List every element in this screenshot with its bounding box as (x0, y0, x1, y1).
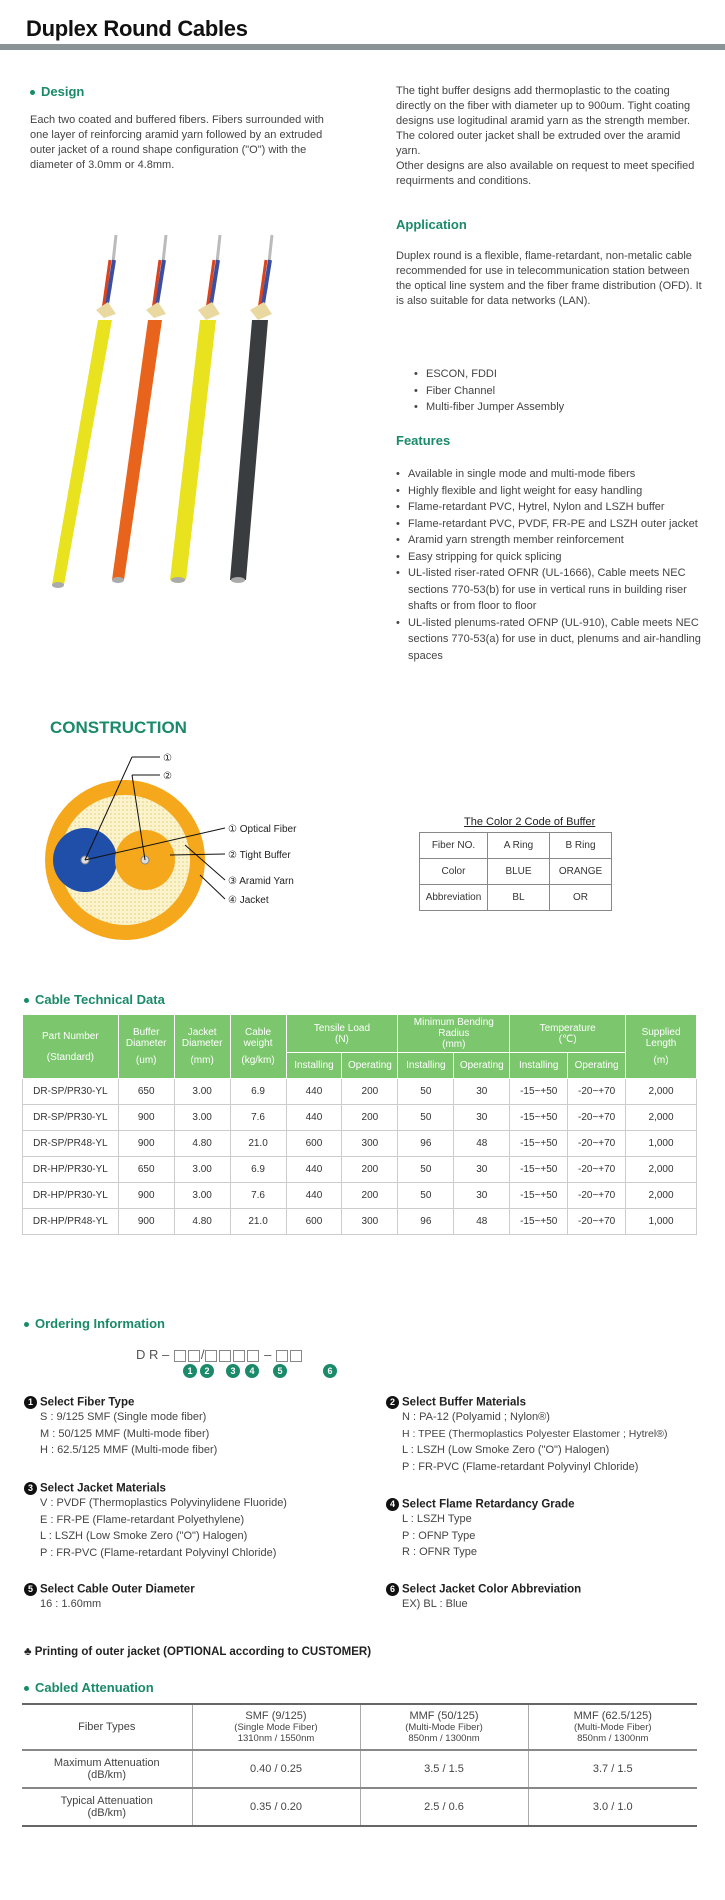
order-flame: 4 Select Flame Retardancy Grade L : LSZH Type P : OFNP Type R : OFNR Type (386, 1498, 716, 1561)
tight-buffer-text: The tight buffer designs add thermoplastic to the coating directly on the fiber with diameter up to 900um. Tight coating designs use logitudinal aramid yarn as the strength member. The colored outer jacket shall be extruded over the aramid yarn. Other designs are also available on request to meet specified requirments and conditions. (396, 85, 695, 187)
list-item: • Aramid yarn strength member reinforcement (396, 532, 701, 549)
table-cell: 50 (398, 1105, 454, 1131)
table-cell: 440 (286, 1157, 342, 1183)
table-cell: 3.00 (174, 1183, 230, 1209)
table-cell: 600 (286, 1131, 342, 1157)
table-cell: -15~+50 (510, 1105, 568, 1131)
list-item: • Flame-retardant PVC, PVDF, FR-PE and LSZH outer jacket (396, 516, 701, 533)
table-cell: 200 (342, 1079, 398, 1105)
table-row (23, 1183, 697, 1209)
black-cable (230, 235, 272, 583)
table-cell: 440 (286, 1079, 342, 1105)
application-text: Duplex round is a flexible, flame-retardant, non-metalic cable recommended for use in telecommunication station between the optical line system and the fiber frame distribution (OFD). It is also suitable for data networks (LAN). (396, 250, 702, 307)
table-cell: 96 (398, 1209, 454, 1235)
header-temperature: Temperature (℃) (510, 1015, 626, 1053)
table-cell: 7.6 (230, 1105, 286, 1131)
header-weight: Cable weight (kg/km) (230, 1015, 286, 1079)
design-text: Each two coated and buffered fibers. Fibers surrounded with one layer of reinforcing aramid yarn followed by an extruded outer jacket of a round shape configuration ("O") with the diameter of 3.0mm or 4.8mm. (30, 114, 324, 171)
table-cell: 4.80 (174, 1209, 230, 1235)
table-row: Fiber NO. A Ring B Ring (420, 833, 612, 859)
table-cell: 1,000 (626, 1209, 697, 1235)
table-cell: DR-SP/PR30-YL (23, 1079, 119, 1105)
table-cell: -20~+70 (568, 1079, 626, 1105)
construction-diagram (30, 745, 360, 945)
table-row: Maximum Attenuation (dB/km) 0.40 / 0.25 3.5 / 1.5 3.7 / 1.5 (22, 1750, 697, 1788)
table-cell: -15~+50 (510, 1079, 568, 1105)
color-code-table (419, 832, 612, 911)
table-cell: 900 (118, 1105, 174, 1131)
table-cell: 30 (454, 1157, 510, 1183)
color-code-title: The Color 2 Code of Buffer (464, 816, 596, 828)
yellow-cable-1 (52, 235, 116, 588)
table-cell: 2,000 (626, 1157, 697, 1183)
table-cell: 200 (342, 1183, 398, 1209)
list-item: • Highly flexible and light weight for easy handling (396, 483, 701, 500)
cable-illustration (50, 230, 290, 600)
list-item: • Fiber Channel (414, 383, 694, 400)
table-cell: 440 (286, 1105, 342, 1131)
list-item: • UL-listed plenums-rated OFNP (UL-910), Cable meets NEC sections 770-53(a) for use in duct, plenums and air-handling spaces (396, 615, 701, 665)
table-cell: -20~+70 (568, 1183, 626, 1209)
table-cell: 6.9 (230, 1157, 286, 1183)
label-2-top: ② (163, 771, 172, 782)
table-row: Color BLUE ORANGE (420, 859, 612, 885)
table-cell: 48 (454, 1131, 510, 1157)
application-list (414, 366, 694, 416)
tech-data-table: Part Number (Standard) Buffer Diameter (um) Jacket Diameter (mm) Cable weight (kg/km) Tensile Load (N) Minimum Bending Radius (mm) Temperature (℃) Supplied Length (m) Installing Operating Installing Operating Installing Operating DR-SP/PR30-YL 650 3.00 6.9 440 200 50 30 -15~+50 -20~+70 2,000 DR-SP/PR30-YL 900 3.00 7.6 440 200 50 30 -15~+50 -20~+70 2,000 DR-SP/PR48-YL 900 4.80 21.0 600 300 96 48 -15~+50 -20~+70 1,000 DR-HP/PR30-YL 650 3.00 6.9 440 200 50 30 -15~+50 -20~+70 2,000 DR-HP/PR30-YL 900 3.00 7.6 440 200 50 30 -15~+50 -20~+70 2,000 DR-HP/PR48-YL 900 4.80 21.0 600 300 96 48 -15~+50 -20~+70 1,000 (22, 1014, 697, 1235)
label-aramid-yarn: ③ Aramid Yarn (228, 876, 294, 887)
label-jacket: ④ Jacket (228, 895, 269, 906)
table-cell: 1,000 (626, 1131, 697, 1157)
table-cell: -20~+70 (568, 1131, 626, 1157)
label-1-top: ① (163, 753, 172, 764)
table-cell: 300 (342, 1131, 398, 1157)
table-row (23, 1105, 697, 1131)
table-cell: -15~+50 (510, 1183, 568, 1209)
table-cell: -15~+50 (510, 1131, 568, 1157)
order-color: 6 Select Jacket Color Abbreviation EX) BL : Blue (386, 1583, 716, 1613)
table-cell: 7.6 (230, 1183, 286, 1209)
order-fiber-type: 1 Select Fiber Type S : 9/125 SMF (Single mode fiber) M : 50/125 MMF (Multi-mode fiber) H : 62.5/125 MMF (Multi-mode fiber) (24, 1396, 364, 1459)
header-part-number: Part Number (Standard) (23, 1015, 119, 1079)
table-cell: -15~+50 (510, 1157, 568, 1183)
orange-cable (112, 235, 166, 583)
header-buffer: Buffer Diameter (um) (118, 1015, 174, 1079)
table-row (23, 1157, 697, 1183)
table-cell: 650 (118, 1079, 174, 1105)
table-cell: DR-HP/PR48-YL (23, 1209, 119, 1235)
table-cell: -20~+70 (568, 1105, 626, 1131)
table-cell: 200 (342, 1105, 398, 1131)
list-item: • Multi-fiber Jumper Assembly (414, 399, 694, 416)
table-cell: 3.00 (174, 1079, 230, 1105)
tech-data-heading: Cable Technical Data (24, 992, 165, 1007)
list-item: • UL-listed riser-rated OFNR (UL-1666), Cable meets NEC sections 770-53(b) for use in vertical runs in building riser shafts or from floor to floor (396, 565, 701, 615)
table-cell: 21.0 (230, 1131, 286, 1157)
table-cell: 50 (398, 1079, 454, 1105)
list-item: • Available in single mode and multi-mode fibers (396, 466, 701, 483)
table-cell: 440 (286, 1183, 342, 1209)
design-heading: Design (30, 84, 84, 99)
attenuation-heading: Cabled Attenuation (24, 1680, 154, 1695)
header-bending: Minimum Bending Radius (mm) (398, 1015, 510, 1053)
table-cell: DR-HP/PR30-YL (23, 1183, 119, 1209)
table-row (23, 1079, 697, 1105)
table-cell: DR-SP/PR48-YL (23, 1131, 119, 1157)
table-cell: 96 (398, 1131, 454, 1157)
list-item: • Flame-retardant PVC, Hytrel, Nylon and LSZH buffer (396, 499, 701, 516)
header-length: Supplied Length (m) (626, 1015, 697, 1079)
table-cell: 2,000 (626, 1183, 697, 1209)
table-cell: 50 (398, 1157, 454, 1183)
table-cell: 21.0 (230, 1209, 286, 1235)
printing-note: ♣ Printing of outer jacket (OPTIONAL according to CUSTOMER) (24, 1646, 372, 1658)
construction-heading: CONSTRUCTION (50, 718, 187, 737)
table-cell: 3.00 (174, 1105, 230, 1131)
table-cell: 4.80 (174, 1131, 230, 1157)
features-heading: Features (396, 433, 451, 448)
label-tight-buffer: ② Tight Buffer (228, 850, 291, 861)
table-cell: 900 (118, 1131, 174, 1157)
table-cell: 50 (398, 1183, 454, 1209)
table-cell: DR-SP/PR30-YL (23, 1105, 119, 1131)
table-cell: 650 (118, 1157, 174, 1183)
list-item: • Easy stripping for quick splicing (396, 549, 701, 566)
order-buffer: 2 Select Buffer Materials N : PA-12 (Polyamid ; Nylon®) H : TPEE (Thermoplastics Polyester Elastomer ; Hytrel®) L : LSZH (Low Smoke Zero ("O") Halogen) P : FR-PVC (Flame-retardant Polyvinyl Chloride) (386, 1396, 716, 1475)
attenuation-table (22, 1703, 697, 1827)
table-row: Typical Attenuation (dB/km) 0.35 / 0.20 2.5 / 0.6 3.0 / 1.0 (22, 1788, 697, 1826)
table-cell: -20~+70 (568, 1209, 626, 1235)
list-item: • ESCON, FDDI (414, 366, 694, 383)
table-cell: 30 (454, 1105, 510, 1131)
table-cell: 900 (118, 1183, 174, 1209)
title-divider (0, 44, 725, 50)
table-cell: 30 (454, 1079, 510, 1105)
table-cell: 600 (286, 1209, 342, 1235)
table-cell: 30 (454, 1183, 510, 1209)
table-cell: 3.00 (174, 1157, 230, 1183)
table-cell: 900 (118, 1209, 174, 1235)
table-cell: 200 (342, 1157, 398, 1183)
features-list (396, 466, 701, 664)
table-row (23, 1209, 697, 1235)
ordering-heading: Ordering Information (24, 1316, 165, 1331)
header-tensile: Tensile Load (N) (286, 1015, 398, 1053)
order-diameter: 5 Select Cable Outer Diameter 16 : 1.60mm (24, 1583, 364, 1613)
table-cell: 300 (342, 1209, 398, 1235)
table-cell: 48 (454, 1209, 510, 1235)
table-row: Fiber Types SMF (9/125) (Single Mode Fiber) 1310nm / 1550nm MMF (50/125) (Multi-Mode Fiber) 850nm / 1300nm MMF (62.5/125) (Multi-Mode Fiber) 850nm / 1300nm (22, 1704, 697, 1750)
tech-data-body (23, 1079, 697, 1235)
order-jacket: 3 Select Jacket Materials V : PVDF (Thermoplastics Polyvinylidene Fluoride) E : FR-PE (Flame-retardant Polyethylene) L : LSZH (Low Smoke Zero ("O") Halogen) P : FR-PVC (Flame-retardant Polyvinyl Chloride) (24, 1482, 364, 1561)
table-cell: 2,000 (626, 1105, 697, 1131)
table-row (23, 1131, 697, 1157)
application-heading: Application (396, 217, 467, 232)
header-jacket: Jacket Diameter (mm) (174, 1015, 230, 1079)
table-cell: 2,000 (626, 1079, 697, 1105)
table-row: Abbreviation BL OR (420, 885, 612, 911)
yellow-cable-2 (170, 235, 220, 583)
label-optical-fiber: ① Optical Fiber (228, 824, 297, 835)
page-title: Duplex Round Cables (26, 16, 248, 41)
table-cell: -15~+50 (510, 1209, 568, 1235)
table-cell: 6.9 (230, 1079, 286, 1105)
order-code-pattern: D R – / – (136, 1347, 303, 1362)
table-cell: -20~+70 (568, 1157, 626, 1183)
table-cell: DR-HP/PR30-YL (23, 1157, 119, 1183)
